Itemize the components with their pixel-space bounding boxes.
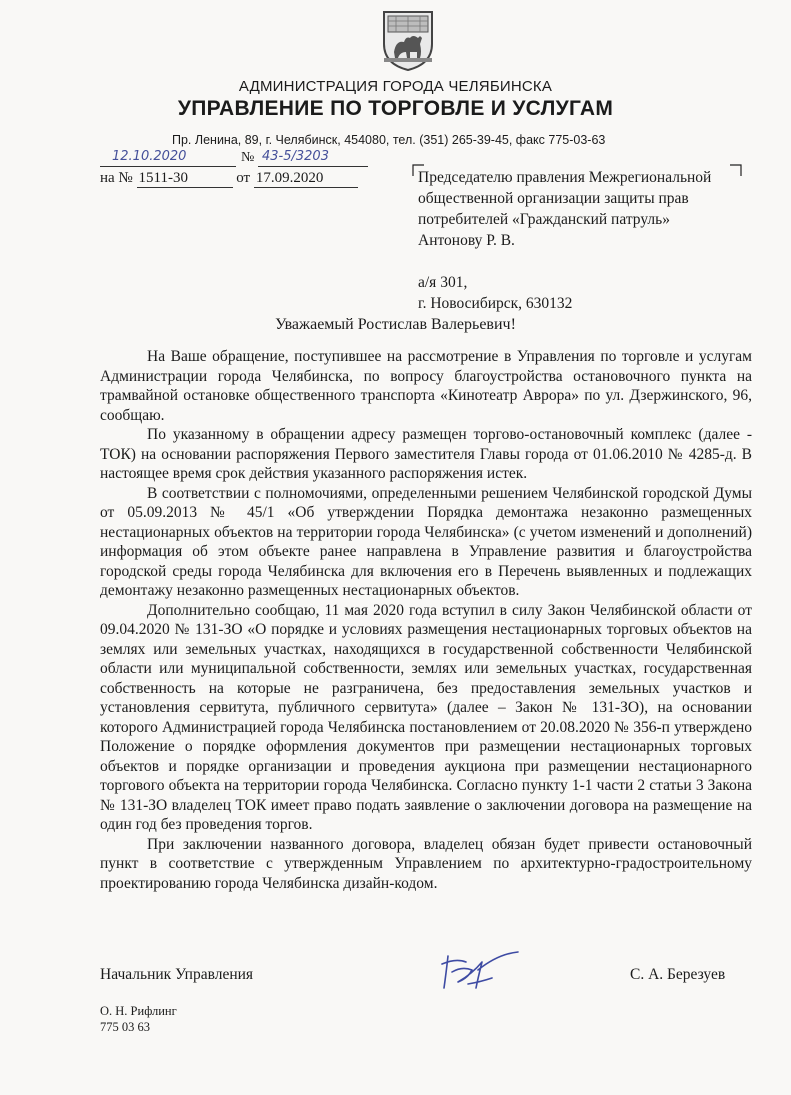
handwritten-signature [428,948,524,992]
registration-number-sign: № [241,150,255,165]
body-paragraph: При заключении названного договора, владелец обязан будет привести остановочный пункт в соответствие с утвержденным Управлением по архитектурно-градостроительному проектированию города Челябинска дизайн-кодом. [100,835,752,892]
executor-phone: 775 03 63 [100,1020,150,1034]
addressee-line: Антонову Р. В. [418,232,515,249]
addressee-postal-line: а/я 301, [418,274,468,291]
org-parent-name: АДМИНИСТРАЦИЯ ГОРОДА ЧЕЛЯБИНСКА [238,78,553,95]
reference-date: 17.09.2020 [254,170,358,188]
body-paragraph: По указанному в обращении адресу размещен торгово-остановочный комплекс (далее - ТОК) на основании распоряжения Первого заместителя Главы города от 01.06.2010 № 4285-д. В настоящее время срок действия указанного распоряжения истек. [100,426,752,482]
addressee-line: Председателю правления Межрегиональной [418,169,712,186]
reference-from: от [236,170,251,186]
coat-of-arms-icon [380,8,436,72]
reference-number: 1511-30 [137,170,233,188]
city-emblem [380,8,436,72]
addressee-corner-right [730,164,742,176]
addressee-postal-line: г. Новосибирск, 630132 [418,295,573,312]
addressee-line: общественной организации защиты прав [418,190,689,207]
signature-icon [428,948,524,992]
executor-name: О. Н. Рифлинг [100,1004,177,1018]
executor-block [100,1003,177,1035]
registration-number-line [258,150,368,167]
org-name: УПРАВЛЕНИЕ ПО ТОРГОВЛЕ И УСЛУГАМ [177,97,614,120]
org-contact-line: Пр. Ленина, 89, г. Челябинск, 454080, тел. (351) 265-39-45, факс 775-03-63 [172,133,606,147]
body-paragraph: Дополнительно сообщаю, 11 мая 2020 года вступил в силу Закон Челябинской области от 09.04.2020 № 131-ЗО «О порядке и условиях размещения нестационарных торговых объектов на землях или земельных участках, находящихся в государственной собственности Челябинской области или муниципальной собственности, землях или земельных участках, государственная собственность на которые не разграничена, без предоставления земельных участков и установления сервитута, публичного сервитута» (далее – Закон № 131-ЗО), на основании которого Администрацией города Челябинска постановлением от 20.08.2020 № 356-п утверждено Положение о порядке оформления документов при размещении нестационарных торговых объектов и порядке организации и проведения аукциона при размещении нестационарного торгового объекта на территории города Челябинска. Согласно пункту 1-1 части 2 статьи 3 Закона № 131-ЗО владелец ТОК имеет право подать заявление о заключении договора на размещение на один год без проведения торгов. [100,601,752,833]
addressee-line: потребителей «Гражданский патруль» [418,211,670,228]
letter-body [100,347,752,893]
signatory-name: С. А. Березуев [630,966,726,983]
reference-row [100,170,358,188]
registration-date: 12.10.2020 [112,149,187,164]
body-paragraph: В соответствии с полномочиями, определенными решением Челябинской городской Думы от 05.09.2013 № 45/1 «Об утверждении Порядка демонтажа незаконно размещенных нестационарных объектов на территории города Челябинска» (с учетом изменений и дополнений) информация об этом объекте ранее направлена в Управление развития и благоустройства городской среды города Челябинска для включения его в Перечень выявленных и подлежащих демонтажу незаконно размещенных нестационарных объектов. [100,484,752,599]
addressee-block [418,167,711,314]
registration-number: 43-5/3203 [262,149,329,164]
registration-date-line [100,150,236,167]
body-paragraph: На Ваше обращение, поступившее на рассмотрение в Управления по торговле и услугам Администрации города Челябинска, по вопросу благоустройства остановочного пункта на трамвайной остановке общественного транспорта «Кинотеатр Аврора» по ул. Дзержинского, 96, сообщаю. [100,348,752,424]
reference-prefix: на № [100,170,133,186]
signatory-title: Начальник Управления [100,966,254,983]
greeting: Уважаемый Ростислав Валерьевич! [275,316,516,333]
